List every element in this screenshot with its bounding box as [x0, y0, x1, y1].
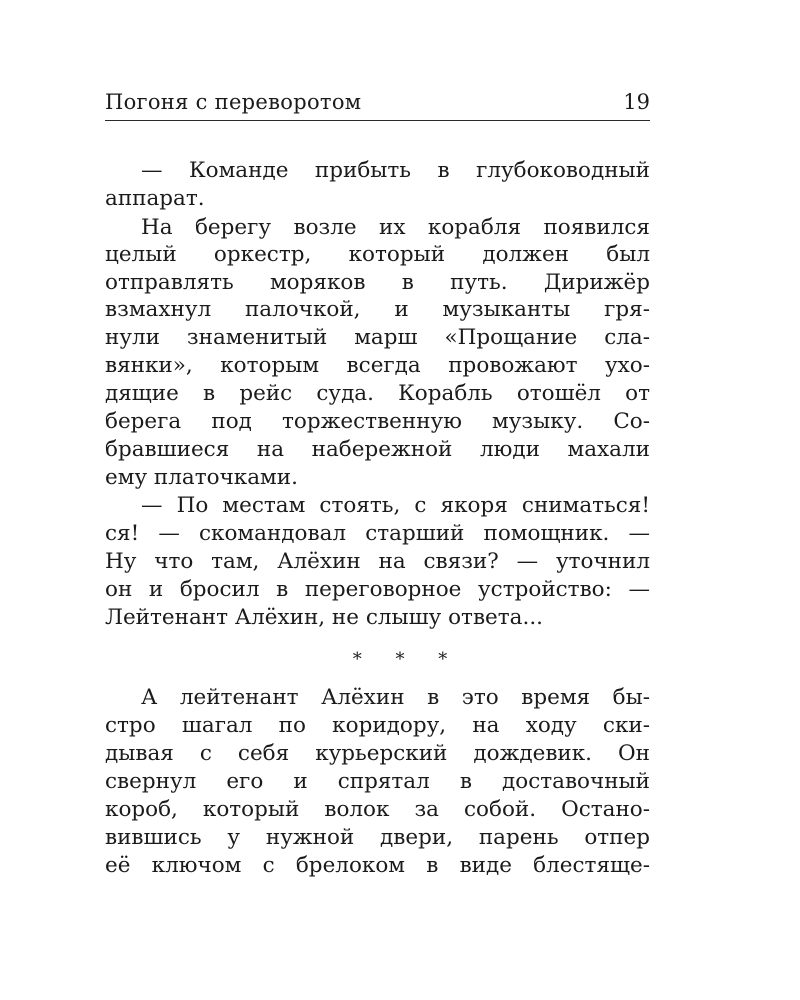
running-title: Погоня с переворотом — [105, 90, 362, 114]
text-line: её ключом с брелоком в виде блестяще- — [105, 853, 650, 878]
running-head — [105, 86, 650, 121]
text-line: дящие в рейс суда. Корабль отошёл от — [105, 381, 650, 406]
text-line: На берегу возле их корабля появился — [141, 215, 650, 240]
text-line: целый оркестр, который должен был — [105, 242, 650, 267]
text-line: бравшиеся на набережной люди махали — [105, 437, 650, 462]
text-line: ся! — скомандовал старший помощник. — — [105, 521, 650, 546]
text-line: вянки», которым всегда провожают ухо- — [105, 353, 650, 378]
text-line: короб, который волок за собой. Остано- — [105, 797, 650, 822]
text-line: нули знаменитый марш «Прощание сла- — [105, 325, 650, 350]
text-line: свернул его и спрятал в доставочный — [105, 769, 650, 794]
text-line: А лейтенант Алёхин в это время бы- — [141, 685, 650, 710]
text-line: Ну что там, Алёхин на связи? — уточнил — [105, 549, 650, 574]
text-line: отправлять моряков в путь. Дирижёр — [105, 270, 650, 295]
text-line: ему платочками. — [105, 465, 298, 490]
text-line: аппарат. — [105, 186, 205, 211]
text-line: вившись у нужной двери, парень отпер — [105, 825, 650, 850]
text-line: — По местам стоять, с якоря сниматься! — [141, 493, 650, 518]
section-separator: * * * — [352, 649, 462, 670]
text-line: стро шагал по коридору, на ходу ски- — [105, 713, 650, 738]
text-line: берега под торжественную музыку. Со- — [105, 409, 650, 434]
text-line: дывая с себя курьерский дождевик. Он — [105, 741, 650, 766]
text-line: он и бросил в переговорное устройство: — — [105, 577, 650, 602]
text-line: Лейтенант Алёхин, не слышу ответа... — [105, 605, 543, 630]
text-line: — Команде прибыть в глубоководный — [141, 158, 650, 183]
page-number: 19 — [623, 90, 650, 114]
text-line: взмахнул палочкой, и музыканты гря- — [105, 297, 650, 322]
